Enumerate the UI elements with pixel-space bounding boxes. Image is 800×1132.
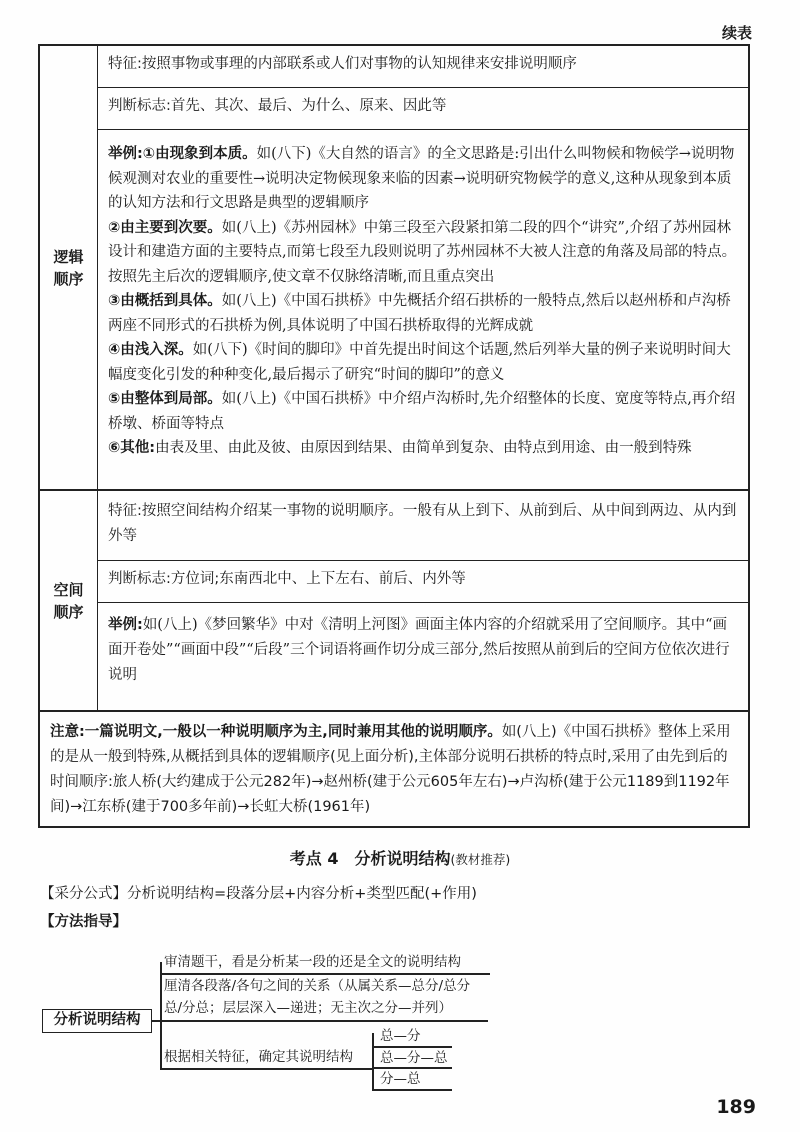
- section-note: (教材推荐): [450, 852, 511, 867]
- example-lead: ④由浅入深。: [108, 342, 193, 358]
- example-text: 如(八下)《大自然的语言》的全文思路是:引出什么叫物候和物候学→说明物候观测对农业的重要性→说明决定物候现象来临的因素→说明研究物候学的意义,这种从现象到本质的认知方法和行文思路是典型的逻辑顺序: [108, 146, 735, 211]
- example-lead: ⑥其他:: [108, 440, 156, 456]
- example-text: 由表及里、由此及彼、由原因到结果、由简单到复杂、由特点到用途、由一般到特殊: [155, 440, 692, 456]
- example-text: 如(八下)《时间的脚印》中首先提出时间这个话题,然后列举大量的例子来说明时间大幅度变化引发的种种变化,最后揭示了研究“时间的脚印”的意义: [108, 342, 731, 383]
- logic-feature: 特征:按照事物或事理的内部联系或人们对事物的认知规律来安排说明顺序: [108, 56, 577, 72]
- sequence-table: [38, 44, 750, 828]
- formula-line: 【采分公式】分析说明结构=段落分层+内容分析+类型匹配(+作用): [40, 886, 477, 902]
- section-heading: [0, 846, 800, 869]
- example-lead: ②由主要到次要。: [108, 219, 222, 236]
- logic-markers: 判断标志:首先、其次、最后、为什么、原来、因此等: [108, 98, 447, 114]
- structure-type-3: 分—总: [380, 1071, 421, 1087]
- connector-line: [160, 962, 162, 1028]
- logic-example-6: [108, 436, 738, 461]
- connector-line: [372, 1033, 374, 1089]
- space-order-section: [40, 491, 748, 712]
- example-text: 如(八上)《梦回繁华》中对《清明上河图》画面主体内容的介绍就采用了空间顺序。其中“画面开卷处”“画面中段”“后段”三个词语将画作切分成三部分,然后按照从前到后的空间方位依次进行说明: [108, 617, 730, 683]
- example-text: 如(八上)《中国石拱桥》中先概括介绍石拱桥的一般特点,然后以赵州桥和卢沟桥两座不同形式的石拱桥为例,具体说明了中国石拱桥取得的光辉成就: [108, 293, 731, 334]
- space-example: [108, 613, 738, 688]
- connector-line: [372, 1089, 452, 1091]
- connector-line: [152, 1020, 160, 1022]
- logic-example-4: [108, 338, 738, 387]
- note-lead: 注意:一篇说明文,一般以一种说明顺序为主,同时兼用其他的说明顺序。: [50, 724, 502, 740]
- continued-label: 续表: [721, 24, 752, 42]
- space-order-label: 空间顺序: [53, 580, 84, 621]
- example-text: 如(八上)《中国石拱桥》中介绍卢沟桥时,先介绍整体的长度、宽度等特点,再介绍桥墩、桥面等特点: [108, 391, 736, 432]
- structure-type-2: 总—分—总: [380, 1050, 448, 1066]
- connector-line: [160, 1021, 162, 1068]
- note-block: [40, 712, 748, 826]
- space-feature: 特征:按照空间结构介绍某一事物的说明顺序。一般有从上到下、从前到后、从中间到两边、从内到外等: [108, 503, 737, 544]
- logic-order-label: 逻辑顺序: [53, 247, 84, 288]
- mindmap-step-2-line-2: 总/分总；层层深入—递进；无主次之分—并列）: [164, 1000, 453, 1016]
- mindmap-root: 分析说明结构: [42, 1009, 152, 1033]
- logic-example-5: [108, 387, 738, 436]
- page-number: 189: [716, 1096, 756, 1118]
- logic-markers-cell: [98, 88, 748, 130]
- connector-line: [160, 1068, 372, 1070]
- example-text: 如(八上)《苏州园林》中第三段至六段紧扣第二段的四个“讲究”,介绍了苏州园林设计和建造方面的主要特点,而第七段至九段则说明了苏州园林不大被人注意的角落及局部的特点。按照先主后次的逻辑顺序,使文章不仅脉络清晰,而且重点突出: [108, 219, 737, 285]
- section-title: 考点 4 分析说明结构: [289, 849, 451, 868]
- space-markers-cell: [98, 561, 748, 603]
- space-order-label-cell: [40, 491, 98, 710]
- example-lead: 举例:①由现象到本质。: [108, 146, 257, 162]
- mindmap-step-3: 根据相关特征，确定其说明结构: [164, 1049, 353, 1065]
- structure-type-1: 总—分: [380, 1028, 421, 1044]
- logic-example-2: [108, 216, 738, 290]
- logic-feature-cell: [98, 46, 748, 88]
- logic-order-section: [40, 46, 748, 491]
- example-lead: ⑤由整体到局部。: [108, 391, 222, 407]
- space-feature-cell: [98, 491, 748, 561]
- space-markers: 判断标志:方位词;东南西北中、上下左右、前后、内外等: [108, 571, 466, 587]
- mindmap-step-1: 审清题干，看是分析某一段的还是全文的说明结构: [164, 954, 461, 970]
- logic-order-label-cell: [40, 46, 98, 489]
- example-lead: 举例:: [108, 617, 143, 633]
- example-lead: ③由概括到具体。: [108, 293, 222, 309]
- space-example-cell: [98, 603, 748, 710]
- logic-example-1: [108, 142, 738, 216]
- note-text: 如(八上)《中国石拱桥》整体上采用的是从一般到特殊,从概括到具体的逻辑顺序(见上面分析),主体部分说明石拱桥的特点时,采用了由先到后的时间顺序:旅人桥(大约建成于公元282年)→赵州桥(建于公元605年左右)→卢沟桥(建于公元1189到1192年间)→江东桥(建于700多年前)→长虹大桥(1961年): [50, 724, 731, 815]
- method-guide-label: 【方法指导】: [40, 914, 127, 930]
- logic-example-3: [108, 289, 738, 338]
- mindmap-step-2-line-1: 厘清各段落/各句之间的关系（从属关系—总分/总分: [164, 978, 471, 994]
- connector-line: [160, 1020, 488, 1022]
- logic-examples-cell: [98, 130, 748, 489]
